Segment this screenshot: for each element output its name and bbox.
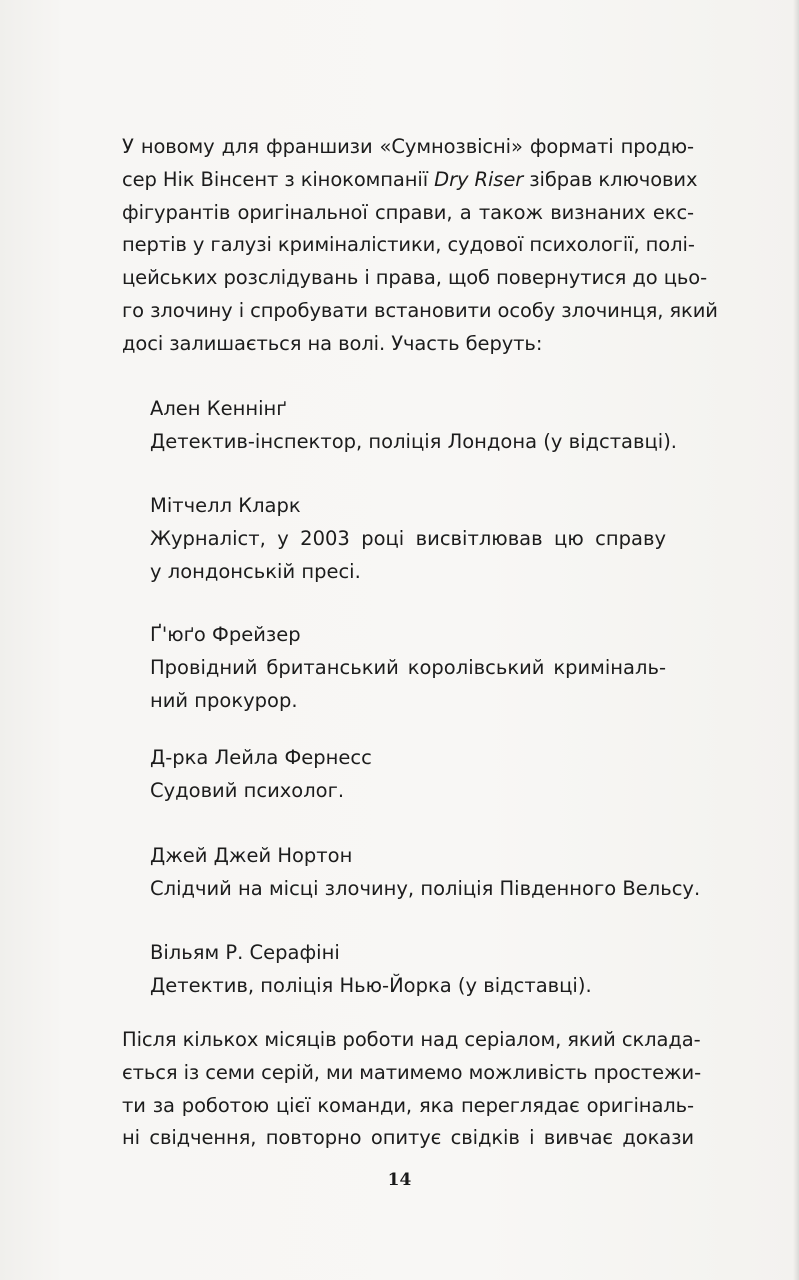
participant-role: Детектив-інспектор, поліція Лондона (у відставці). [150, 429, 677, 453]
participant-name: Мітчелл Кларк [150, 494, 301, 517]
participant-1 [150, 393, 677, 459]
participant-role-line-2: ний прокурор. [150, 688, 298, 712]
participant-name: Джей Джей Нортон [150, 844, 353, 867]
page-number: 14 [387, 1170, 412, 1190]
outro-line-3: ти за роботою цієї команди, яка переглядає оригіналь- [122, 1093, 694, 1117]
intro-line-4: пертів у галузі криміналістики, судової психології, полі- [122, 233, 695, 257]
outro-line-2: ється із семи серій, ми матимемо можливість простежи- [122, 1060, 702, 1084]
intro-line-5: цейських розслідувань і права, щоб повернутися до цьо- [122, 266, 708, 290]
company-name-italic: Dry Riser [434, 167, 524, 191]
participant-role: Судовий психолог. [150, 778, 345, 802]
participant-name: Д-рка Лейла Фернесс [150, 746, 372, 769]
participant-role-line-1: Журналіст, у 2003 році висвітлював цю справу [150, 526, 666, 550]
intro-line-3: фігурантів оригінальної справи, а також визнаних екс- [122, 200, 694, 224]
outro-paragraph [122, 1024, 702, 1155]
participant-6 [150, 937, 670, 1003]
intro-line-2-part-1: сер Нік Вінсент з кінокомпанії [122, 167, 435, 191]
participant-2 [150, 490, 670, 588]
participant-role: Детектив, поліція Нью-Йорка (у відставці). [150, 973, 592, 997]
participant-4 [150, 742, 670, 808]
participant-name: Ґ'юґо Фрейзер [150, 623, 301, 646]
intro-line-1: У новому для франшизи «Сумнозвісні» форматі продю- [122, 135, 694, 158]
intro-line-6: го злочину і спробувати встановити особу злочинця, який [122, 298, 718, 322]
outro-line-4: ні свідчення, повторно опитує свідків і вивчає докази [122, 1126, 694, 1150]
participant-3 [150, 619, 670, 717]
outro-line-1: Після кількох місяців роботи над серіалом, який склада- [122, 1028, 701, 1051]
intro-line-2-part-2: зібрав ключових [523, 167, 698, 191]
intro-paragraph [122, 131, 718, 361]
participant-name: Вільям Р. Серафіні [150, 941, 340, 964]
intro-line-2 [122, 164, 698, 197]
participant-role: Слідчий на місці злочину, поліція Південного Вельсу. [150, 876, 701, 900]
participant-name: Ален Кеннінґ [150, 397, 287, 420]
intro-line-7: досі залишається на волі. Участь беруть: [122, 331, 543, 355]
participant-role-line-1: Провідний британський королівський криміналь- [150, 655, 666, 679]
participant-role-line-2: у лондонській пресі. [150, 559, 361, 583]
page-edge-shadow [793, 0, 799, 1280]
participant-5 [150, 840, 701, 906]
